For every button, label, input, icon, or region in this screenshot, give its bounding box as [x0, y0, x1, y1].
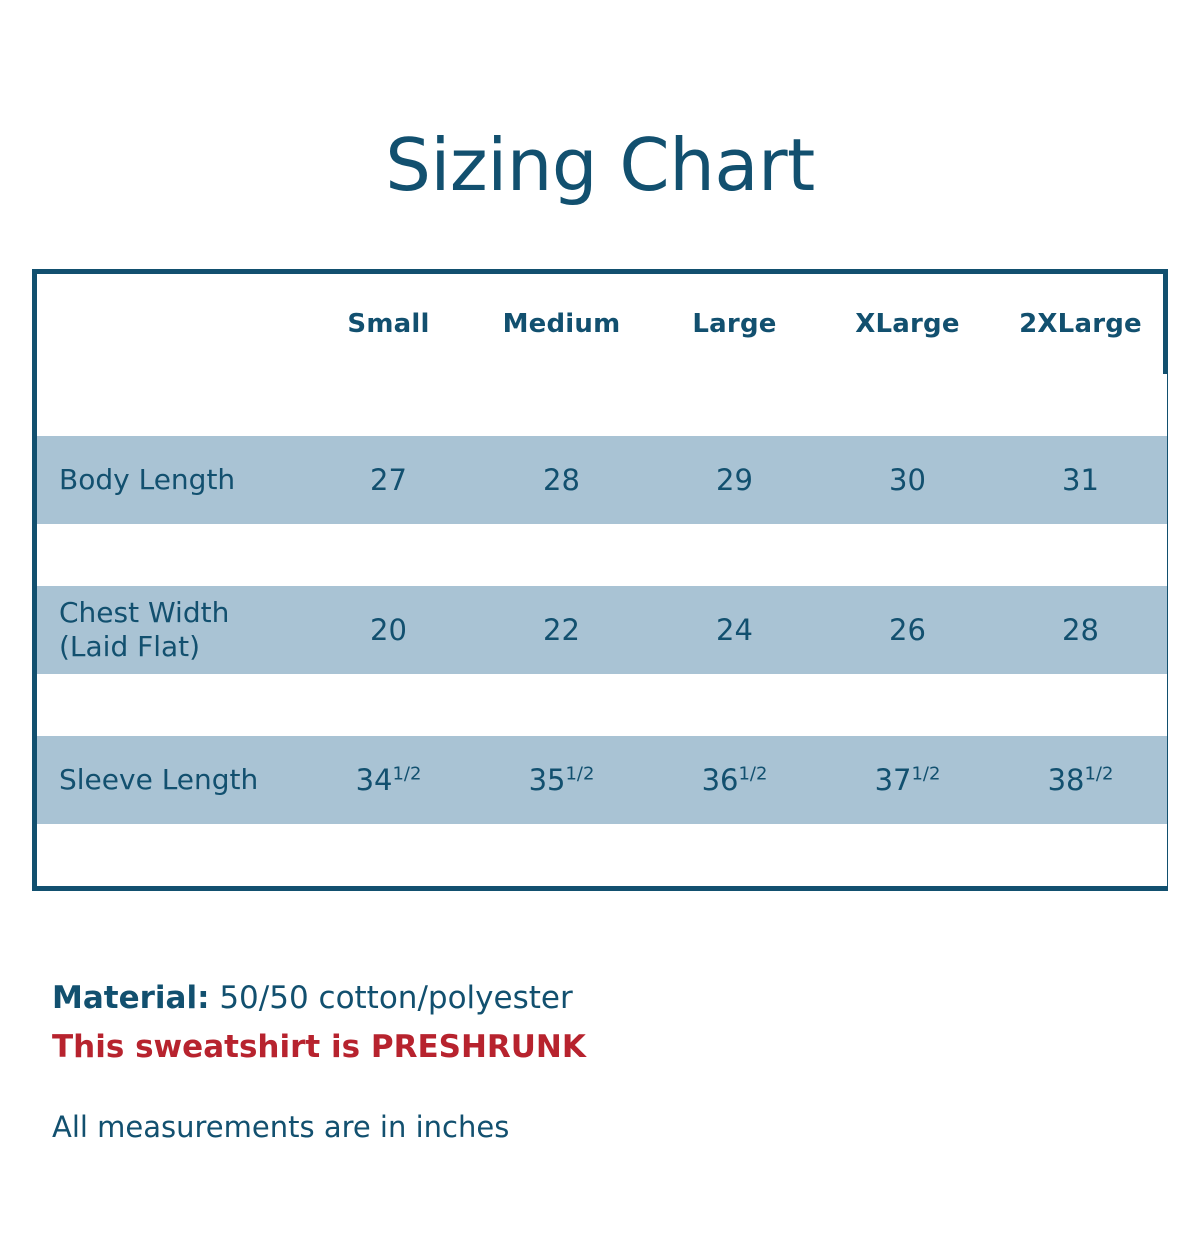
table-row — [37, 736, 1167, 824]
fraction: 1/2 — [911, 763, 941, 785]
column-header-medium: Medium — [502, 309, 621, 340]
cell-chest-width-large: 24 — [648, 586, 821, 674]
row-label-body-length: Body Length — [37, 436, 302, 524]
value: 35 — [528, 763, 566, 798]
column-header-2xlarge: 2XLarge — [1019, 309, 1142, 340]
spacer-cell — [37, 524, 1167, 586]
row-label-sleeve-length: Sleeve Length — [37, 736, 302, 824]
cell-chest-width-xlarge: 26 — [821, 586, 994, 674]
cell-sleeve-length-large — [648, 736, 821, 824]
column-header-measurement — [37, 274, 302, 374]
spacer-cell — [37, 824, 1167, 886]
value: 34 — [355, 763, 393, 798]
cell-chest-width-small: 20 — [302, 586, 475, 674]
page-title: Sizing Chart — [385, 123, 815, 208]
note-measurements: All measurements are in inches — [52, 1110, 510, 1145]
table-header-row — [37, 274, 1167, 374]
column-header-xlarge: XLarge — [855, 309, 960, 340]
note-material-value: 50/50 cotton/polyester — [219, 980, 573, 1017]
row-label-chest-width-line1: Chest Width — [59, 596, 230, 630]
spacer-cell — [37, 674, 1167, 736]
cell-body-length-2xlarge: 31 — [994, 436, 1167, 524]
note-material — [52, 976, 1152, 1021]
fraction: 1/2 — [1084, 763, 1114, 785]
table-row — [37, 436, 1167, 524]
table-row — [37, 586, 1167, 674]
row-label-chest-width — [37, 586, 302, 674]
spacer-cell — [37, 374, 1167, 436]
fraction: 1/2 — [738, 763, 768, 785]
cell-body-length-large: 29 — [648, 436, 821, 524]
spacer-row — [37, 524, 1167, 586]
notes-section — [52, 976, 1152, 1144]
value: 36 — [701, 763, 739, 798]
cell-sleeve-length-2xlarge — [994, 736, 1167, 824]
fraction: 1/2 — [565, 763, 595, 785]
spacer-row — [37, 674, 1167, 736]
note-material-label: Material: — [52, 980, 210, 1017]
note-preshrunk: This sweatshirt is PRESHRUNK — [52, 1029, 586, 1066]
row-label-chest-width-line2: (Laid Flat) — [59, 630, 201, 664]
sizing-chart-page — [0, 48, 1200, 1248]
fraction: 1/2 — [392, 763, 422, 785]
cell-sleeve-length-small — [302, 736, 475, 824]
cell-sleeve-length-xlarge — [821, 736, 994, 824]
cell-sleeve-length-medium — [475, 736, 648, 824]
column-header-small: Small — [347, 309, 430, 340]
cell-chest-width-medium: 22 — [475, 586, 648, 674]
cell-chest-width-2xlarge: 28 — [994, 586, 1167, 674]
cell-body-length-small: 27 — [302, 436, 475, 524]
spacer-row — [37, 374, 1167, 436]
value: 38 — [1047, 763, 1085, 798]
cell-body-length-xlarge: 30 — [821, 436, 994, 524]
sizing-table-container — [32, 269, 1168, 891]
cell-body-length-medium: 28 — [475, 436, 648, 524]
sizing-table — [37, 274, 1167, 886]
spacer-row — [37, 824, 1167, 886]
column-header-large: Large — [692, 309, 777, 340]
value: 37 — [874, 763, 912, 798]
